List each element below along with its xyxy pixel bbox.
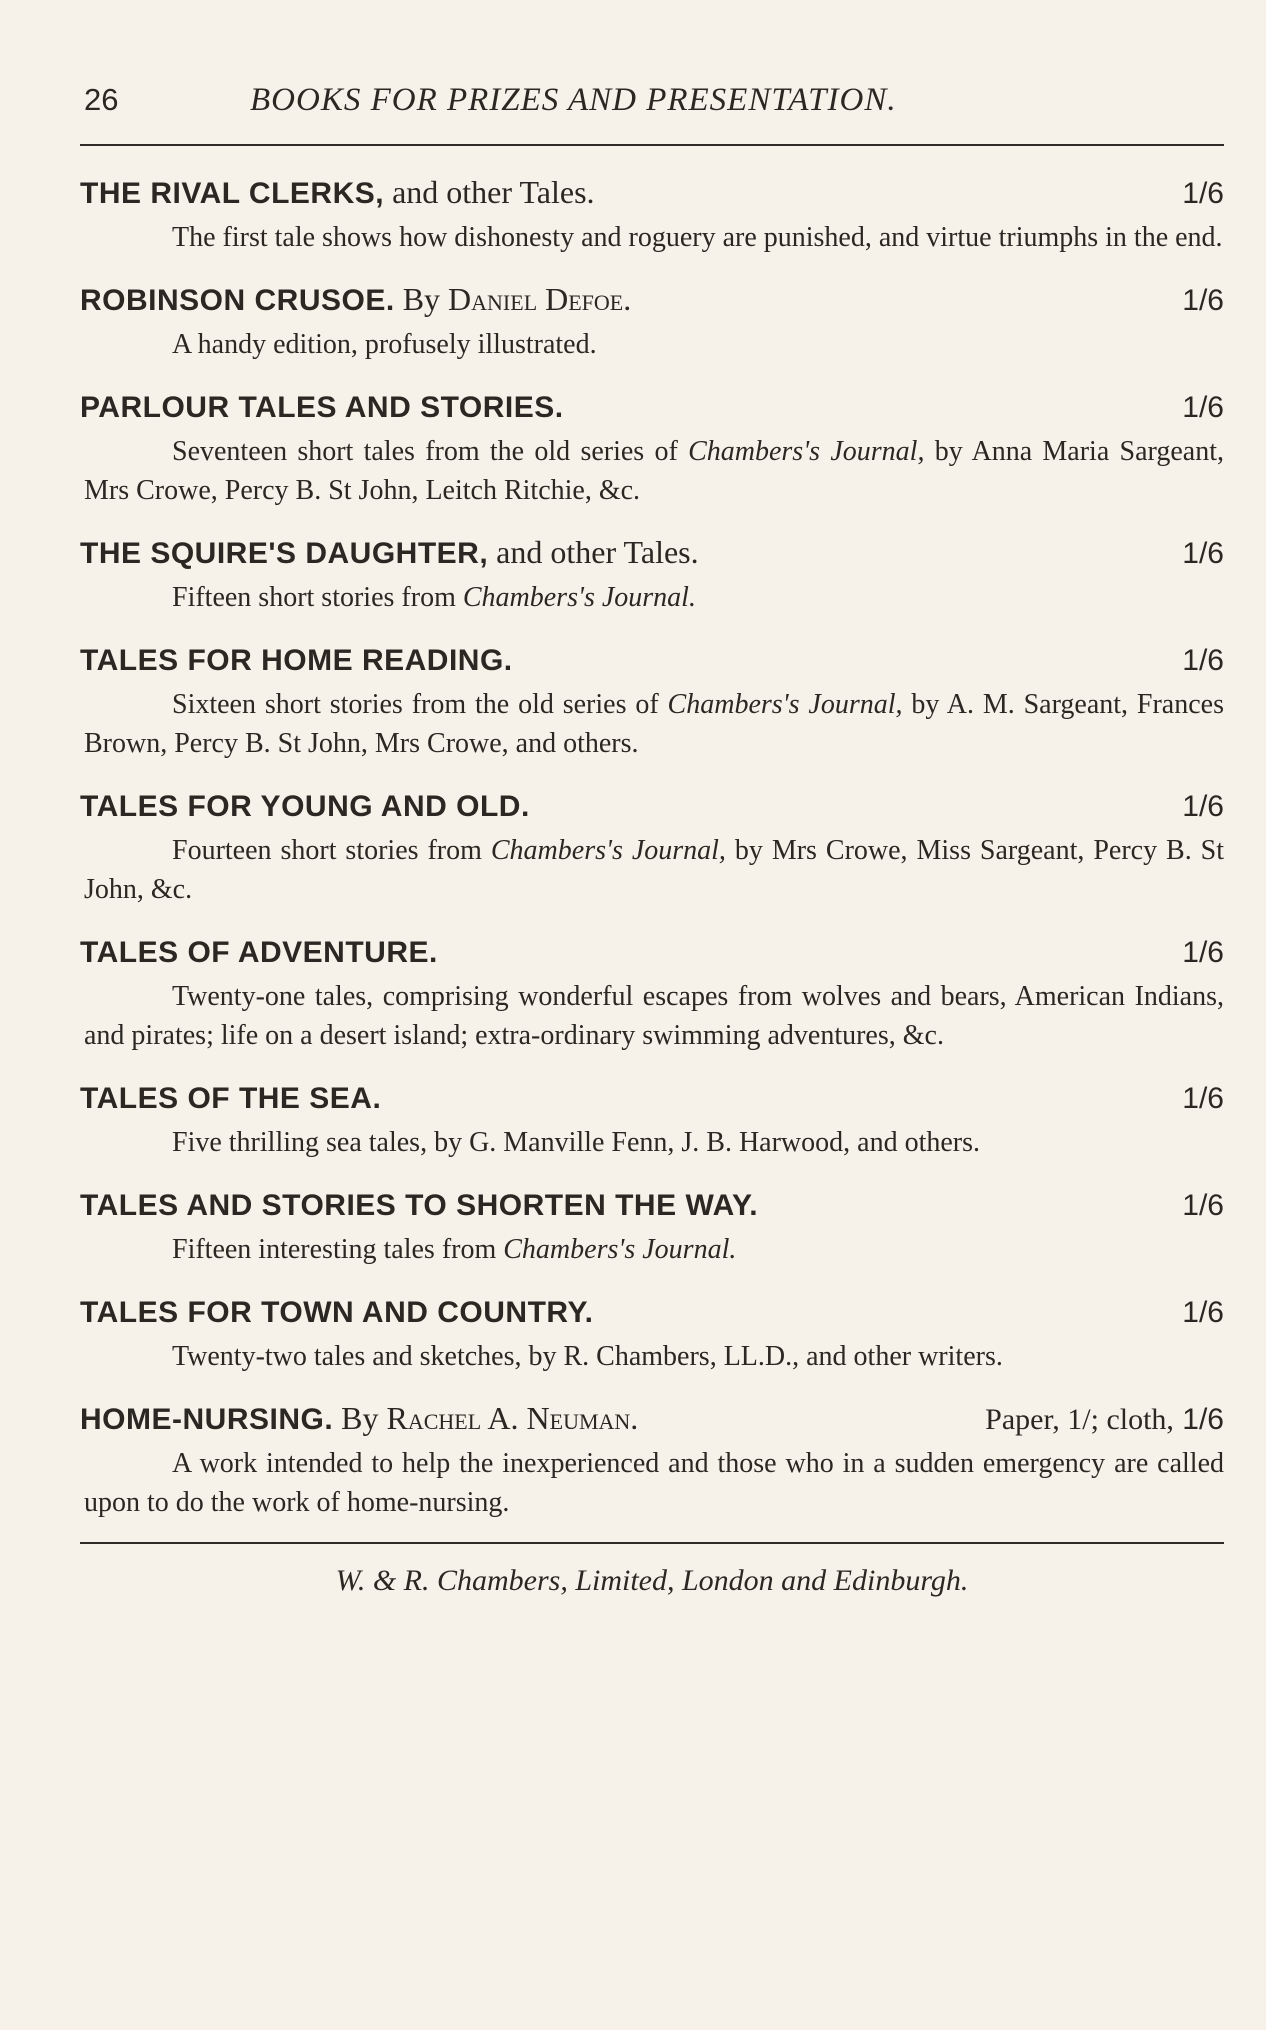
page-number: 26 <box>84 82 119 117</box>
book-price: 1/6 <box>1182 177 1224 210</box>
book-title: HOME-NURSING. <box>80 1403 334 1436</box>
book-price: 1/6 <box>1182 1189 1224 1222</box>
book-entry <box>80 929 1224 1055</box>
book-title: TALES FOR YOUNG AND OLD. <box>80 790 530 823</box>
book-price: 1/6 <box>1182 790 1224 823</box>
entry-heading <box>80 929 1224 975</box>
book-price: 1/6 <box>1182 284 1224 317</box>
running-head <box>80 78 1224 122</box>
book-entry <box>80 1075 1224 1162</box>
book-price: 1/6 <box>1182 936 1224 969</box>
book-title: TALES AND STORIES TO SHORTEN THE WAY. <box>80 1189 759 1222</box>
book-description: Twenty-two tales and sketches, by R. Chambers, LL.D., and other writers. <box>172 1341 1003 1372</box>
book-description: The first tale shows how dishonesty and roguery are punished, and virtue triumphs in the end. <box>172 222 1223 253</box>
book-entry <box>80 170 1224 257</box>
footer-rule <box>80 1542 1224 1544</box>
running-title: BOOKS FOR PRIZES AND PRESENTATION. <box>250 82 897 118</box>
book-author: Daniel Defoe. <box>448 281 632 317</box>
book-title: PARLOUR TALES AND STORIES. <box>80 391 564 424</box>
book-price: 1/6 <box>1182 391 1224 424</box>
header-rule <box>80 144 1224 146</box>
journal-title: Chambers's Journal. <box>503 1234 737 1265</box>
book-price: 1/6 <box>1182 1296 1224 1329</box>
book-description: Fifteen short stories from Chambers's Journal. <box>172 582 696 613</box>
book-price: 1/6 <box>1182 644 1224 677</box>
book-entry <box>80 277 1224 364</box>
book-subtitle: and other Tales. <box>392 174 595 210</box>
book-description: Seventeen short tales from the old series of Chambers's Journal, by Anna Maria Sargeant, Mrs Crowe, Percy B. St John, Leitch Ritchie, &c. <box>84 436 1224 506</box>
entry-heading <box>80 170 1224 216</box>
book-title: TALES OF ADVENTURE. <box>80 936 438 969</box>
book-price: 1/6 <box>1182 1403 1224 1436</box>
book-entry <box>80 783 1224 909</box>
publisher-imprint: W. & R. Chambers, Limited, London and Edinburgh. <box>335 1564 969 1597</box>
book-entry <box>80 1289 1224 1376</box>
book-subtitle: By <box>341 1400 379 1436</box>
book-description: Fifteen interesting tales from Chambers's Journal. <box>172 1234 737 1265</box>
book-entry <box>80 1182 1224 1269</box>
book-list <box>80 170 1224 1522</box>
book-entry <box>80 637 1224 763</box>
price-note: Paper, 1/; cloth, <box>985 1403 1174 1436</box>
entry-heading <box>80 384 1224 430</box>
entry-heading <box>80 1396 1224 1442</box>
book-entry <box>80 384 1224 510</box>
book-subtitle: and other Tales. <box>496 534 699 570</box>
book-title: THE RIVAL CLERKS, <box>80 177 385 210</box>
book-price: 1/6 <box>1182 537 1224 570</box>
book-description: Fourteen short stories from Chambers's Journal, by Mrs Crowe, Miss Sargeant, Percy B. St John, &c. <box>84 835 1225 905</box>
book-description: A handy edition, profusely illustrated. <box>172 329 597 360</box>
entry-heading <box>80 1075 1224 1121</box>
book-title: THE SQUIRE'S DAUGHTER, <box>80 537 489 570</box>
entry-heading <box>80 1182 1224 1228</box>
book-title: ROBINSON CRUSOE. <box>80 284 395 317</box>
book-author: Rachel A. Neuman. <box>386 1400 639 1436</box>
book-price: 1/6 <box>1182 1082 1224 1115</box>
book-subtitle: By <box>402 281 441 317</box>
book-description: Five thrilling sea tales, by G. Manville Fenn, J. B. Harwood, and others. <box>172 1127 980 1158</box>
journal-title: Chambers's Journal, <box>490 835 726 866</box>
entry-heading <box>80 1289 1224 1335</box>
book-entry <box>80 530 1224 617</box>
book-entry <box>80 1396 1224 1522</box>
journal-title: Chambers's Journal. <box>462 582 696 613</box>
book-description: Twenty-one tales, comprising wonderful escapes from wolves and bears, American Indians, and pirates; life on a desert island; extra-ordinary swimming adventures, &c. <box>84 981 1224 1051</box>
entry-heading <box>80 783 1224 829</box>
entry-heading <box>80 277 1224 323</box>
entry-heading <box>80 637 1224 683</box>
entry-heading <box>80 530 1224 576</box>
book-title: TALES FOR HOME READING. <box>80 644 513 677</box>
journal-title: Chambers's Journal, <box>667 689 903 720</box>
book-title: TALES OF THE SEA. <box>80 1082 382 1115</box>
book-description: A work intended to help the inexperienced and those who in a sudden emergency are called upon to do the work of home-nursing. <box>84 1448 1224 1518</box>
journal-title: Chambers's Journal, <box>688 436 925 467</box>
book-description: Sixteen short stories from the old series of Chambers's Journal, by A. M. Sargeant, Frances Brown, Percy B. St John, Mrs Crowe, and others. <box>84 689 1224 759</box>
book-title: TALES FOR TOWN AND COUNTRY. <box>80 1296 594 1329</box>
